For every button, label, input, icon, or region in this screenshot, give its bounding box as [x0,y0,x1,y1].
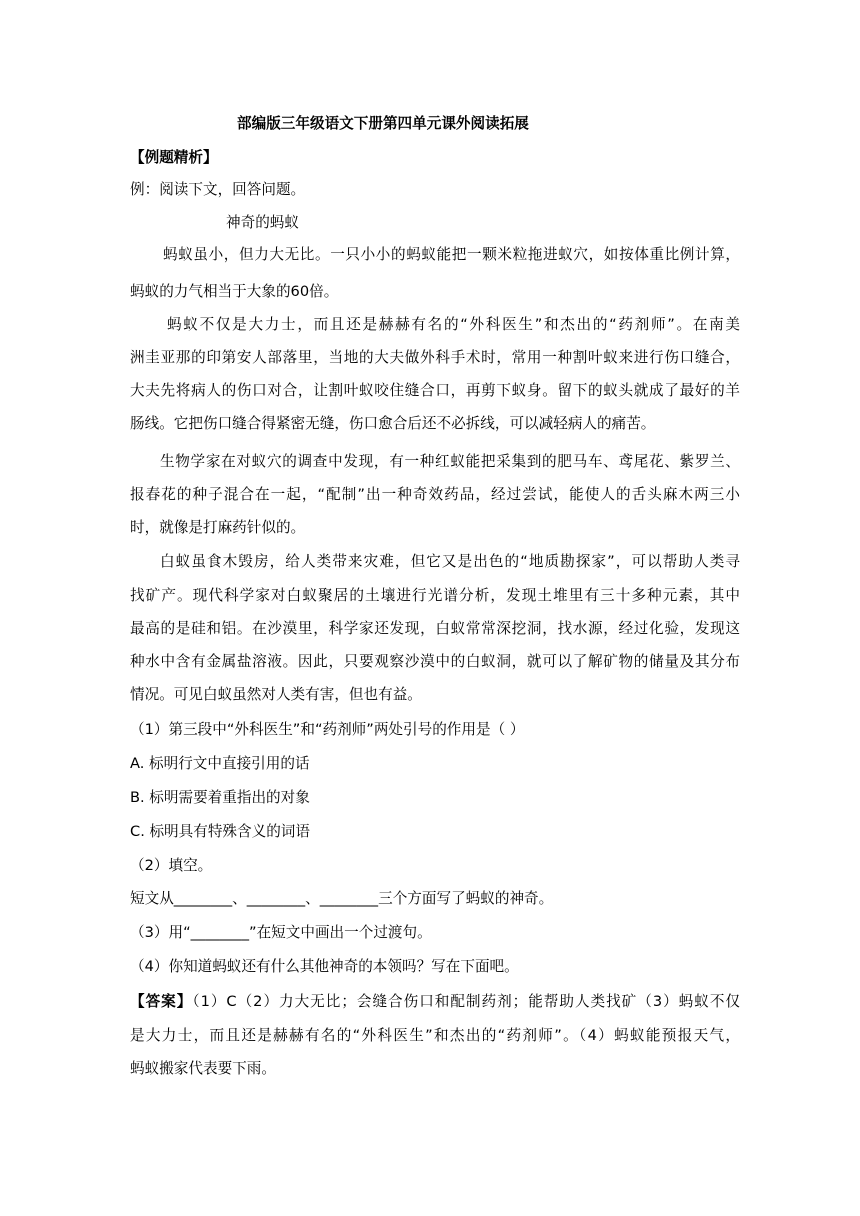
question-4: （4）你知道蚂蚁还有什么其他神奇的本领吗？写在下面吧。 [130,958,519,975]
paragraph-4-line-2: 找矿产。现代科学家对白蚁聚居的土壤进行光谱分析，发现土堆里有三十多种元素，其中 [130,587,740,604]
question-2-fill-in: 短文从________、________、________三个方面写了蚂蚁的神奇。 [130,890,554,907]
paragraph-4-line-1: 白蚁虽食木毁房，给人类带来灾难，但它又是出色的“地质勘探家”，可以帮助人类寻 [160,553,740,570]
question-3: （3）用“________”在短文中画出一个过渡句。 [130,924,432,941]
paragraph-2-line-2: 洲圭亚那的印第安人部落里，当地的大夫做外科手术时，常用一种割叶蚁来进行伤口缝合， [130,349,740,366]
answer-label: 【答案】 [130,993,193,1010]
paragraph-1-line-1: 蚂蚁虽小，但力大无比。一只小小的蚂蚁能把一颗米粒拖进蚁穴，如按体重比例计算， [163,246,740,263]
paragraph-4-line-4: 种水中含有金属盐溶液。因此，只要观察沙漠中的白蚁洞，就可以了解矿物的储量及其分布 [130,653,740,670]
answer-line-3: 蚂蚁搬家代表要下雨。 [130,1060,276,1077]
paragraph-1-line-2: 蚂蚁的力气相当于大象的60倍。 [130,283,339,300]
paragraph-3-line-2: 报春花的种子混合在一起，“配制”出一种奇效药品，经过尝试，能使人的舌头麻木两三小 [130,486,740,503]
question-1-option-a: A. 标明行文中直接引用的话 [130,755,310,772]
paragraph-2-line-4: 肠线。它把伤口缝合得紧密无缝，伤口愈合后还不必拆线，可以减轻病人的痛苦。 [130,415,656,432]
question-2: （2）填空。 [130,857,213,874]
question-1-option-c: C. 标明具有特殊含义的词语 [130,823,311,840]
paragraph-4-line-3: 最高的是硅和铝。在沙漠里，科学家还发现，白蚁常常深挖洞，找水源，经过化验，发现这 [130,620,740,637]
question-1-option-b: B. 标明需要着重指出的对象 [130,789,310,806]
page-title: 部编版三年级语文下册第四单元课外阅读拓展 [237,115,529,132]
section-heading: 【例题精析】 [130,149,218,166]
paragraph-3-line-1: 生物学家在对蚁穴的调查中发现，有一种红蚁能把采集到的肥马车、鸢尾花、紫罗兰、 [160,453,740,470]
paragraph-2-line-3: 大夫先将病人的伤口对合，让割叶蚁咬住缝合口，再剪下蚁身。留下的蚁头就成了最好的羊 [130,382,740,399]
article-title: 神奇的蚂蚁 [226,214,299,231]
answer-text-1: （1）C（2）力大无比；会缝合伤口和配制药剂；能帮助人类找矿（3）蚂蚁不仅 [192,993,740,1010]
paragraph-4-line-5: 情况。可见白蚁虽然对人类有害，但也有益。 [130,686,422,703]
paragraph-2-line-1: 蚂蚁不仅是大力士，而且还是赫赫有名的“外科医生”和杰出的“药剂师”。在南美 [167,316,740,333]
intro-text: 例：阅读下文，回答问题。 [130,181,306,198]
question-1: （1）第三段中“外科医生”和“药剂师”两处引号的作用是（ ） [130,721,525,738]
paragraph-3-line-3: 时，就像是打麻药针似的。 [130,519,306,536]
answer-line-1 [130,992,740,1012]
answer-line-2: 是大力士，而且还是赫赫有名的“外科医生”和杰出的“药剂师”。（4）蚂蚁能预报天气， [130,1027,740,1044]
